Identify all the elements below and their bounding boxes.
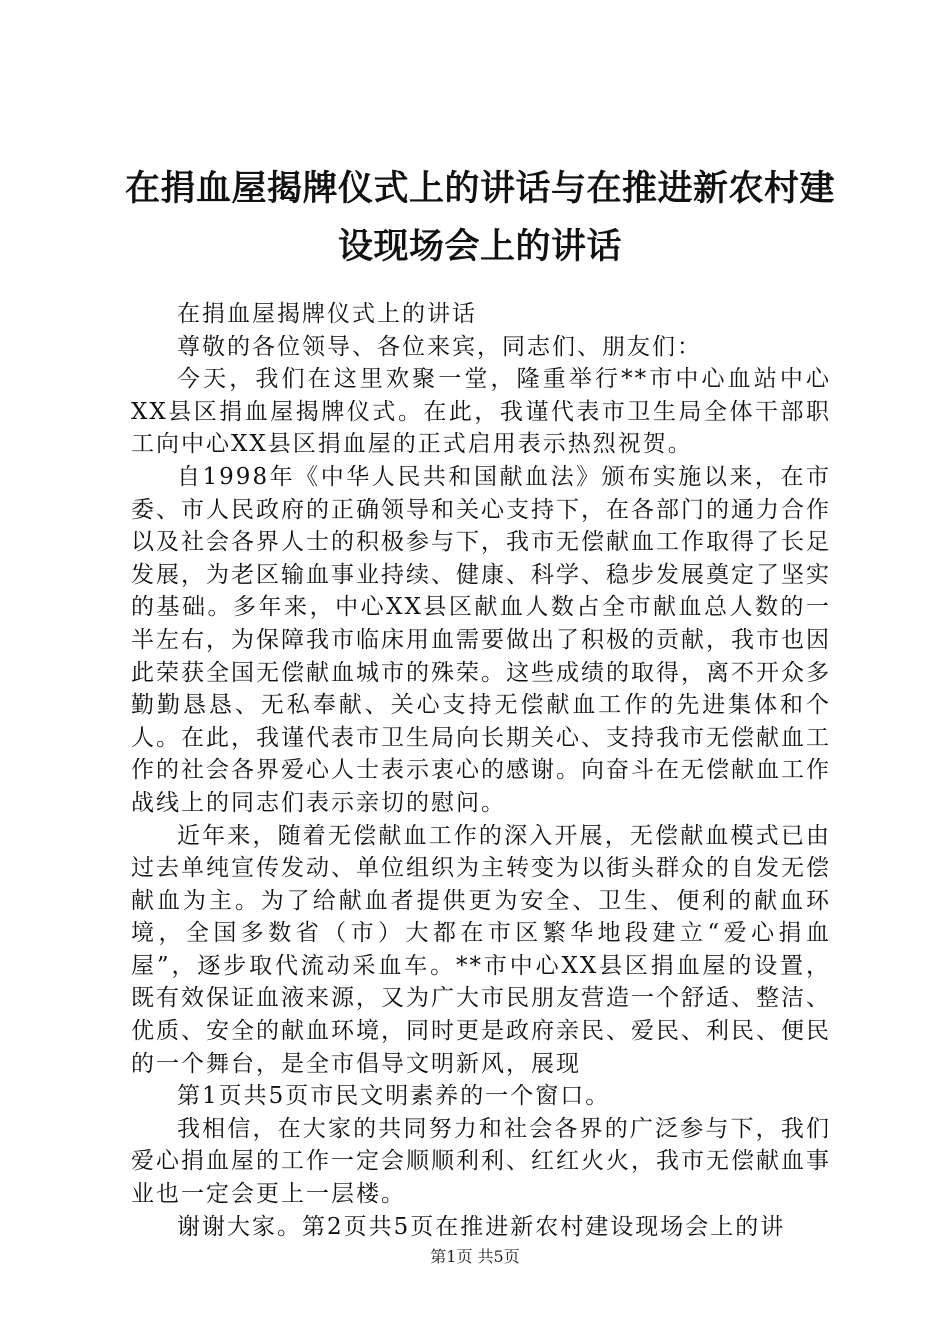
body-paragraph: 我相信，在大家的共同努力和社会各界的广泛参与下，我们爱心捐血屋的工作一定会顺顺利利、红红火火，我市无偿献血事业也一定会更上一层楼。	[131, 1115, 831, 1208]
body-paragraph: 今天，我们在这里欢聚一堂，隆重举行**市中心血站中心XX县区捐血屋揭牌仪式。在此，我谨代表市卫生局全体干部职工向中心XX县区捐血屋的正式启用表示热烈祝贺。	[131, 366, 831, 458]
document-title: 在捐血屋揭牌仪式上的讲话与在推进新农村建设现场会上的讲话	[124, 169, 835, 267]
body-paragraph: 尊敬的各位领导、各位来宾，同志们、朋友们：	[177, 333, 702, 360]
body-paragraph: 在捐血屋揭牌仪式上的讲话	[177, 301, 477, 327]
body-paragraph: 近年来，随着无偿献血工作的深入开展，无偿献血模式已由过去单纯宣传发动、单位组织为主转变为以街头群众的自发无偿献血为主。为了给献血者提供更为安全、卫生、便利的献血环境，全国多数省（市）大都在市区繁华地段建立“爱心捐血屋”，逐步取代流动采血车。**市中心XX县区捐血屋的设置，既有效保证血液来源，又为广大市民朋友营造一个舒适、整洁、优质、安全的献血环境，同时更是政府亲民、爱民、利民、便民的一个舞台，是全市倡导文明新风，展现	[131, 822, 831, 1077]
body-paragraph: 自1998年《中华人民共和国献血法》颁布实施以来，在市委、市人民政府的正确领导和关心支持下，在各部门的通力合作以及社会各界人士的积极参与下，我市无偿献血工作取得了长足发展，为老区输血事业持续、健康、科学、稳步发展奠定了坚实的基础。多年来，中心XX县区献血人数占全市献血总人数的一半左右，为保障我市临床用血需要做出了积极的贡献，我市也因此荣获全国无偿献血城市的殊荣。这些成绩的取得，离不开众多勤勤恳恳、无私奉献、关心支持无偿献血工作的先进集体和个人。在此，我谨代表市卫生局向长期关心、支持我市无偿献血工作的社会各界爱心人士表示衷心的感谢。向奋斗在无偿献血工作战线上的同志们表示亲切的慰问。	[131, 463, 831, 816]
document-body	[131, 298, 831, 1243]
page-number-footer: 第1页 共5页	[430, 1247, 520, 1266]
body-paragraph: 第1页共5页市民文明素养的一个窗口。	[177, 1083, 611, 1110]
body-paragraph: 谢谢大家。第2页共5页在推进新农村建设现场会上的讲	[177, 1213, 786, 1240]
